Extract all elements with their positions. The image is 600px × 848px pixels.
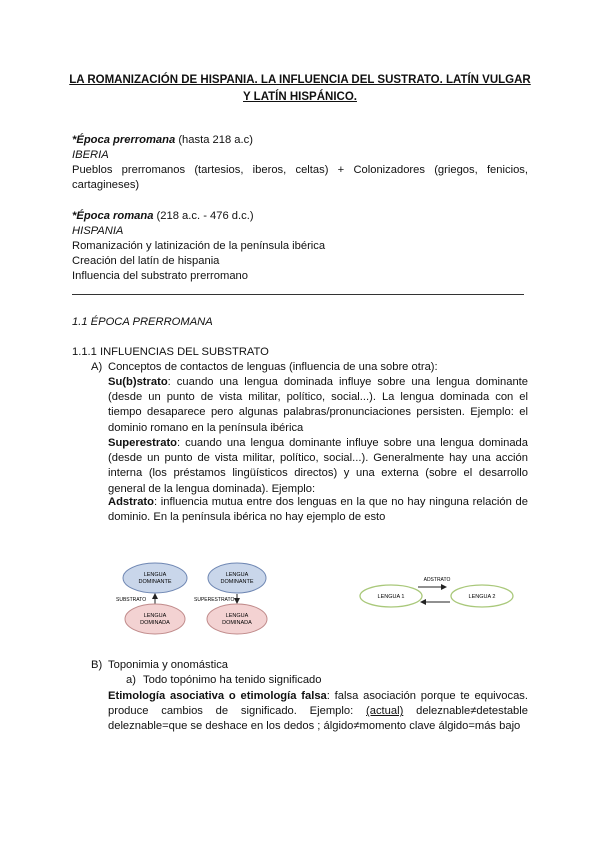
d1-top-label-2: DOMINANTE	[138, 579, 172, 585]
romana-dates: (218 a.c. - 476 d.c.)	[153, 210, 254, 222]
adstrato-definition	[108, 495, 528, 525]
point-b-sub-marker: a)	[126, 674, 136, 686]
substrato-definition	[108, 375, 528, 436]
substrato-text: : cuando una lengua dominada influye sobre una lengua dominante (desde un punto de vista militar, político, social...). La lengua dominada con el tiempo desaparece pero algunas palabras/pronunciaciones persisten. Ejemplo: el dominio romano en la península ibérica	[108, 376, 528, 434]
d2-bottom-label-1: LENGUA	[225, 613, 249, 619]
point-b-marker: B)	[91, 659, 103, 671]
language-contact-diagrams	[110, 560, 530, 640]
prerromana-desc-line-2: cartagineses)	[72, 179, 140, 191]
point-a-text: Conceptos de contactos de lenguas (influencia de una sobre otra):	[108, 361, 438, 373]
romana-region: HISPANIA	[72, 225, 124, 237]
title-line-2: Y LATÍN HISPÁNICO.	[243, 91, 357, 103]
d1-dominated-ellipse	[125, 604, 185, 634]
point-b-sub-text: Todo topónimo ha tenido significado	[143, 674, 322, 686]
d1-arrow-label: SUBSTRATO	[116, 597, 147, 603]
d3-left-label: LENGUA 1	[377, 594, 405, 600]
prerromana-heading: *Época prerromana	[72, 134, 176, 146]
substrato-term: Su(b)strato	[108, 376, 168, 388]
d1-bottom-label-2: DOMINADA	[140, 620, 170, 626]
superestrato-definition	[108, 436, 528, 497]
d2-top-label-2: DOMINANTE	[220, 579, 254, 585]
prerromana-heading-line	[72, 133, 253, 148]
romana-item-3: Influencia del substrato prerromano	[72, 270, 248, 282]
d1-top-label-1: LENGUA	[143, 572, 167, 578]
adstrato-text: : influencia mutua entre dos lenguas en la que no hay ninguna relación de dominio. En la península ibérica no hay ejemplo de esto	[108, 496, 528, 524]
horizontal-divider	[72, 294, 524, 295]
d2-arrow-label: SUPERESTRATO	[194, 597, 235, 603]
d2-top-label-1: LENGUA	[225, 572, 249, 578]
point-b-text: Toponimia y onomástica	[108, 659, 229, 671]
romana-item-2: Creación del latín de hispania	[72, 255, 220, 267]
superestrato-text: : cuando una lengua dominante influye sobre una lengua dominada (desde un punto de vista militar, político, social...). Generalmente hay una acción interna (los préstamos lingüísticos directos) y una externa (sobre el desarrollo general de la lengua dominada). Ejemplo:	[108, 437, 528, 495]
document-title	[60, 72, 540, 106]
superestrato-diagram	[194, 563, 267, 634]
d3-label: ADSTRATO	[423, 577, 451, 583]
etymology-text: : falsa asociación porque te equivocas. produce cambios de significado. Ejemplo:	[108, 690, 529, 718]
romana-item-1: Romanización y latinización de la península ibérica	[72, 240, 326, 252]
romana-heading: *Época romana	[72, 210, 154, 222]
prerromana-desc-line-1: Pueblos prerromanos (tartesios, iberos, celtas) + Colonizadores (griegos, fenicios,	[72, 164, 528, 176]
d1-dominant-ellipse	[123, 563, 187, 593]
section-1-1: 1.1 ÉPOCA PRERROMANA	[72, 316, 213, 328]
substrato-diagram	[116, 563, 187, 634]
point-a-marker: A)	[91, 361, 103, 373]
etymology-paragraph	[108, 689, 528, 735]
etymology-example-underlined: (actual)	[366, 705, 404, 718]
d1-bottom-label-1: LENGUA	[143, 613, 167, 619]
section-1-1-1: 1.1.1 INFLUENCIAS DEL SUBSTRATO	[72, 346, 269, 358]
d2-bottom-label-2: DOMINADA	[222, 620, 252, 626]
d3-right-label: LENGUA 2	[468, 594, 496, 600]
adstrato-term: Adstrato	[108, 496, 154, 508]
adstrato-diagram	[360, 577, 513, 607]
prerromana-dates: (hasta 218 a.c)	[175, 134, 253, 146]
d2-dominated-ellipse	[207, 604, 267, 634]
d2-dominant-ellipse	[208, 563, 266, 593]
etymology-rest: deleznable≠detestable deleznable=que se deshace en los dedos ; álgido≠momento clave álgido=más bajo	[108, 705, 528, 733]
romana-heading-line	[72, 209, 254, 224]
prerromana-region: IBERIA	[72, 149, 109, 161]
title-line-1: LA ROMANIZACIÓN DE HISPANIA. LA INFLUENCIA DEL SUSTRATO. LATÍN VULGAR	[69, 74, 531, 86]
superestrato-term: Superestrato	[108, 437, 178, 449]
etymology-term: Etimología asociativa o etimología falsa	[108, 690, 327, 702]
